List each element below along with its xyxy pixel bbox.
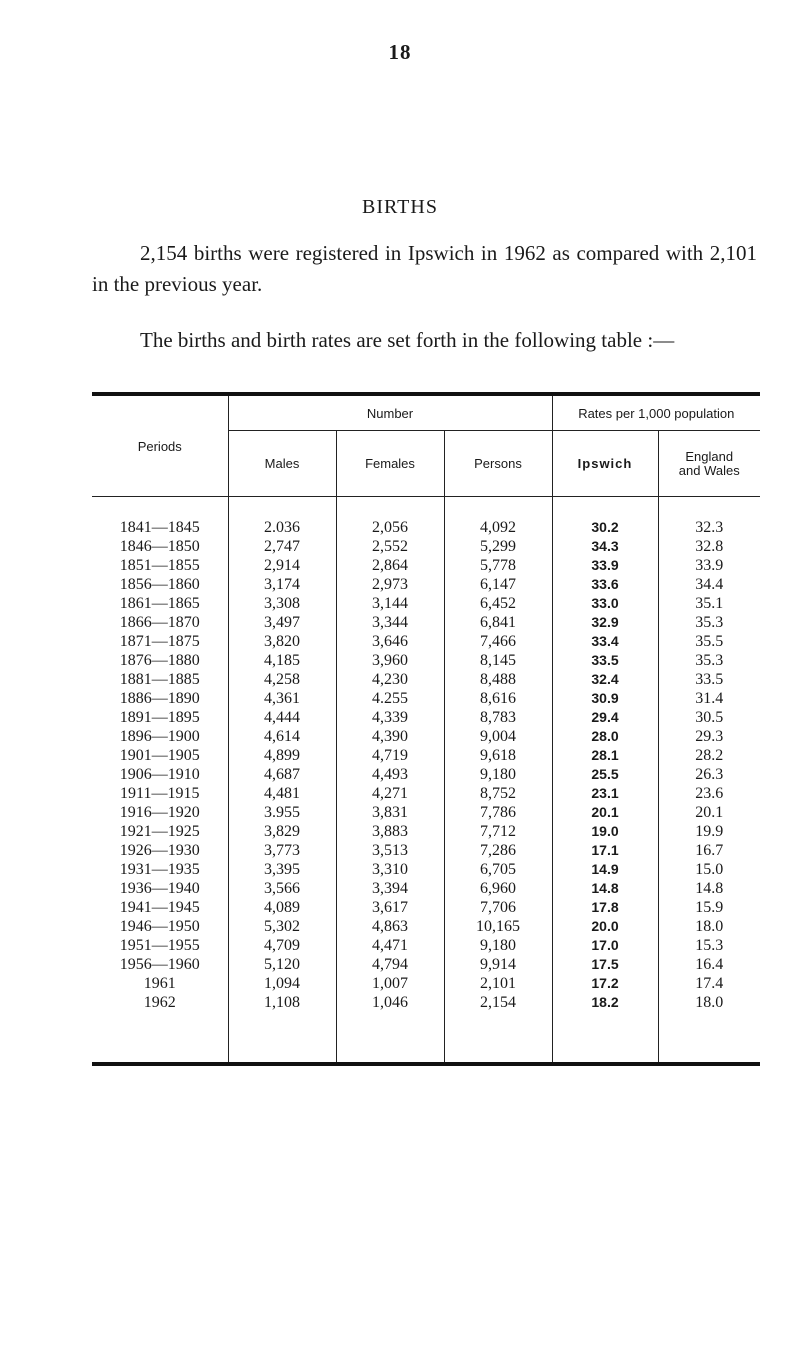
table-row — [92, 651, 760, 670]
england-wales-rate-cell: 15.0 — [658, 860, 760, 879]
females-cell: 3,617 — [336, 898, 444, 917]
males-cell: 4,687 — [228, 765, 336, 784]
england-wales-rate-cell: 32.8 — [658, 537, 760, 556]
persons-cell: 6,841 — [444, 613, 552, 632]
males-cell: 1,108 — [228, 993, 336, 1012]
persons-cell: 6,452 — [444, 594, 552, 613]
table-intro-paragraph: The births and birth rates are set forth in the following table :— — [140, 328, 675, 352]
period-cell: 1936—1940 — [119, 880, 200, 897]
table-row — [92, 879, 760, 898]
england-wales-rate-cell: 33.9 — [658, 556, 760, 575]
england-wales-rate-cell: 34.4 — [658, 575, 760, 594]
persons-cell: 7,712 — [444, 822, 552, 841]
period-cell: 1911—1915 — [120, 785, 200, 802]
ipswich-rate-cell: 17.0 — [552, 936, 658, 955]
england-wales-rate-cell: 14.8 — [658, 879, 760, 898]
table-body — [92, 497, 760, 1065]
ipswich-rate-cell: 23.1 — [552, 784, 658, 803]
females-cell: 1,007 — [336, 974, 444, 993]
persons-cell: 2,101 — [444, 974, 552, 993]
males-cell: 4,089 — [228, 898, 336, 917]
females-cell: 1,046 — [336, 993, 444, 1012]
period-cell: 1851—1855 — [119, 557, 200, 574]
males-cell: 5,120 — [228, 955, 336, 974]
persons-cell: 9,180 — [444, 765, 552, 784]
period-cell: 1896—1900 — [119, 728, 200, 745]
table-row — [92, 518, 760, 537]
ipswich-rate-cell: 14.9 — [552, 860, 658, 879]
females-cell: 2,864 — [336, 556, 444, 575]
ipswich-rate-cell: 17.8 — [552, 898, 658, 917]
period-cell: 1846—1850 — [119, 538, 200, 555]
ipswich-rate-cell: 17.1 — [552, 841, 658, 860]
table-row — [92, 841, 760, 860]
table-row — [92, 727, 760, 746]
table-row — [92, 708, 760, 727]
table-row — [92, 746, 760, 765]
england-wales-rate-cell: 17.4 — [658, 974, 760, 993]
males-cell: 4,709 — [228, 936, 336, 955]
persons-cell: 4,092 — [444, 518, 552, 537]
males-cell: 3,308 — [228, 594, 336, 613]
period-cell: 1951—1955 — [119, 937, 200, 954]
females-cell: 4,390 — [336, 727, 444, 746]
ipswich-rate-cell: 33.4 — [552, 632, 658, 651]
females-cell: 4,794 — [336, 955, 444, 974]
england-wales-rate-cell: 23.6 — [658, 784, 760, 803]
england-wales-rate-cell: 18.0 — [658, 993, 760, 1012]
table-row — [92, 898, 760, 917]
persons-cell: 9,180 — [444, 936, 552, 955]
ipswich-rate-cell: 28.1 — [552, 746, 658, 765]
period-cell: 1921—1925 — [119, 823, 200, 840]
table-row — [92, 936, 760, 955]
females-header: Females — [336, 431, 444, 497]
females-cell: 3,831 — [336, 803, 444, 822]
ipswich-rate-cell: 33.5 — [552, 651, 658, 670]
england-wales-rate-cell: 16.7 — [658, 841, 760, 860]
number-group-header: Number — [228, 394, 552, 431]
page-number: 18 — [388, 40, 412, 64]
females-cell: 3,513 — [336, 841, 444, 860]
ipswich-rate-cell: 32.9 — [552, 613, 658, 632]
period-cell: 1861—1865 — [119, 595, 200, 612]
period-cell: 1931—1935 — [119, 861, 200, 878]
england-wales-rate-cell: 29.3 — [658, 727, 760, 746]
ipswich-rate-cell: 14.8 — [552, 879, 658, 898]
females-cell: 2,552 — [336, 537, 444, 556]
ipswich-rate-cell: 17.5 — [552, 955, 658, 974]
females-cell: 3,144 — [336, 594, 444, 613]
males-cell: 4,481 — [228, 784, 336, 803]
males-cell: 4,614 — [228, 727, 336, 746]
females-cell: 3,646 — [336, 632, 444, 651]
females-cell: 4,863 — [336, 917, 444, 936]
persons-cell: 5,778 — [444, 556, 552, 575]
ipswich-rate-cell: 30.9 — [552, 689, 658, 708]
ipswich-rate-cell: 25.5 — [552, 765, 658, 784]
table-row — [92, 784, 760, 803]
ipswich-rate-cell: 28.0 — [552, 727, 658, 746]
period-cell: 1926—1930 — [119, 842, 200, 859]
males-cell: 3,174 — [228, 575, 336, 594]
females-cell: 4,230 — [336, 670, 444, 689]
intro-paragraph: 2,154 births were registered in Ipswich in 1962 as compared with 2,101 in the previous year. — [92, 241, 757, 296]
males-cell: 3,820 — [228, 632, 336, 651]
england-wales-rate-cell: 20.1 — [658, 803, 760, 822]
period-cell: 1962 — [143, 994, 176, 1011]
females-cell: 3,310 — [336, 860, 444, 879]
persons-cell: 9,914 — [444, 955, 552, 974]
period-cell: 1841—1845 — [119, 519, 200, 536]
england-wales-rate-cell: 26.3 — [658, 765, 760, 784]
females-cell: 4,339 — [336, 708, 444, 727]
females-cell: 3,344 — [336, 613, 444, 632]
persons-cell: 9,618 — [444, 746, 552, 765]
ipswich-rate-cell: 20.0 — [552, 917, 658, 936]
persons-cell: 10,165 — [444, 917, 552, 936]
ipswich-rate-cell: 32.4 — [552, 670, 658, 689]
persons-cell: 8,752 — [444, 784, 552, 803]
england-wales-header — [658, 431, 760, 497]
period-cell: 1876—1880 — [119, 652, 200, 669]
england-wales-rate-cell: 31.4 — [658, 689, 760, 708]
males-cell: 3,497 — [228, 613, 336, 632]
period-cell: 1956—1960 — [119, 956, 200, 973]
persons-cell: 8,616 — [444, 689, 552, 708]
ipswich-rate-cell: 20.1 — [552, 803, 658, 822]
period-cell: 1856—1860 — [119, 576, 200, 593]
females-cell: 4,471 — [336, 936, 444, 955]
table-row — [92, 974, 760, 993]
females-cell: 4,271 — [336, 784, 444, 803]
table-row — [92, 670, 760, 689]
males-cell: 3,829 — [228, 822, 336, 841]
table-row — [92, 689, 760, 708]
england-wales-rate-cell: 18.0 — [658, 917, 760, 936]
males-cell: 2,747 — [228, 537, 336, 556]
period-cell: 1941—1945 — [119, 899, 200, 916]
persons-cell: 2,154 — [444, 993, 552, 1012]
males-cell: 1,094 — [228, 974, 336, 993]
ipswich-rate-cell: 29.4 — [552, 708, 658, 727]
period-cell: 1881—1885 — [119, 671, 200, 688]
persons-header: Persons — [444, 431, 552, 497]
males-cell: 4,185 — [228, 651, 336, 670]
females-cell: 4.255 — [336, 689, 444, 708]
males-cell: 4,444 — [228, 708, 336, 727]
england-wales-rate-cell: 15.9 — [658, 898, 760, 917]
persons-cell: 6,147 — [444, 575, 552, 594]
ipswich-header: Ipswich — [552, 431, 658, 497]
persons-cell: 8,783 — [444, 708, 552, 727]
period-cell: 1871—1875 — [119, 633, 200, 650]
england-header-line1: England — [685, 448, 734, 464]
table-row — [92, 556, 760, 575]
males-cell: 3,395 — [228, 860, 336, 879]
females-cell: 2,056 — [336, 518, 444, 537]
ipswich-rate-cell: 34.3 — [552, 537, 658, 556]
persons-cell: 6,960 — [444, 879, 552, 898]
table-row — [92, 613, 760, 632]
persons-cell: 5,299 — [444, 537, 552, 556]
females-cell: 4,493 — [336, 765, 444, 784]
females-cell: 3,960 — [336, 651, 444, 670]
table-row — [92, 594, 760, 613]
period-cell: 1961 — [143, 975, 176, 992]
ipswich-rate-cell: 30.2 — [552, 518, 658, 537]
england-wales-rate-cell: 35.3 — [658, 613, 760, 632]
england-wales-rate-cell: 15.3 — [658, 936, 760, 955]
england-wales-rate-cell: 33.5 — [658, 670, 760, 689]
persons-cell: 7,706 — [444, 898, 552, 917]
ipswich-rate-cell: 33.9 — [552, 556, 658, 575]
england-wales-rate-cell: 19.9 — [658, 822, 760, 841]
england-header-line2: and Wales — [678, 462, 740, 478]
england-wales-rate-cell: 35.3 — [658, 651, 760, 670]
males-cell: 4,361 — [228, 689, 336, 708]
males-cell: 4,258 — [228, 670, 336, 689]
period-cell: 1901—1905 — [119, 747, 200, 764]
ipswich-rate-cell: 17.2 — [552, 974, 658, 993]
persons-cell: 8,488 — [444, 670, 552, 689]
period-cell: 1886—1890 — [119, 690, 200, 707]
persons-cell: 7,786 — [444, 803, 552, 822]
rates-group-header: Rates per 1,000 population — [552, 394, 760, 431]
table-row — [92, 860, 760, 879]
persons-cell: 9,004 — [444, 727, 552, 746]
males-cell: 3,566 — [228, 879, 336, 898]
periods-header: Periods — [92, 394, 228, 497]
table-row — [92, 537, 760, 556]
persons-cell: 7,466 — [444, 632, 552, 651]
males-cell: 5,302 — [228, 917, 336, 936]
england-wales-rate-cell: 35.1 — [658, 594, 760, 613]
males-cell: 2,914 — [228, 556, 336, 575]
table-row — [92, 822, 760, 841]
births-table — [92, 392, 760, 1066]
england-wales-rate-cell: 16.4 — [658, 955, 760, 974]
females-cell: 4,719 — [336, 746, 444, 765]
persons-cell: 7,286 — [444, 841, 552, 860]
ipswich-rate-cell: 33.0 — [552, 594, 658, 613]
section-title: BIRTHS — [362, 196, 438, 218]
england-wales-rate-cell: 28.2 — [658, 746, 760, 765]
males-cell: 4,899 — [228, 746, 336, 765]
table-row — [92, 917, 760, 936]
ipswich-rate-cell: 18.2 — [552, 993, 658, 1012]
males-cell: 3.955 — [228, 803, 336, 822]
males-cell: 2.036 — [228, 518, 336, 537]
table-row — [92, 955, 760, 974]
period-cell: 1866—1870 — [119, 614, 200, 631]
england-wales-rate-cell: 35.5 — [658, 632, 760, 651]
ipswich-rate-cell: 33.6 — [552, 575, 658, 594]
table-row — [92, 632, 760, 651]
period-cell: 1891—1895 — [119, 709, 200, 726]
period-cell: 1946—1950 — [119, 918, 200, 935]
table-row — [92, 993, 760, 1012]
persons-cell: 6,705 — [444, 860, 552, 879]
table-row — [92, 575, 760, 594]
females-cell: 2,973 — [336, 575, 444, 594]
ipswich-rate-cell: 19.0 — [552, 822, 658, 841]
england-wales-rate-cell: 30.5 — [658, 708, 760, 727]
persons-cell: 8,145 — [444, 651, 552, 670]
england-wales-rate-cell: 32.3 — [658, 518, 760, 537]
males-header: Males — [228, 431, 336, 497]
period-cell: 1906—1910 — [119, 766, 200, 783]
table-row — [92, 803, 760, 822]
period-cell: 1916—1920 — [119, 804, 200, 821]
table-row — [92, 765, 760, 784]
males-cell: 3,773 — [228, 841, 336, 860]
females-cell: 3,394 — [336, 879, 444, 898]
females-cell: 3,883 — [336, 822, 444, 841]
